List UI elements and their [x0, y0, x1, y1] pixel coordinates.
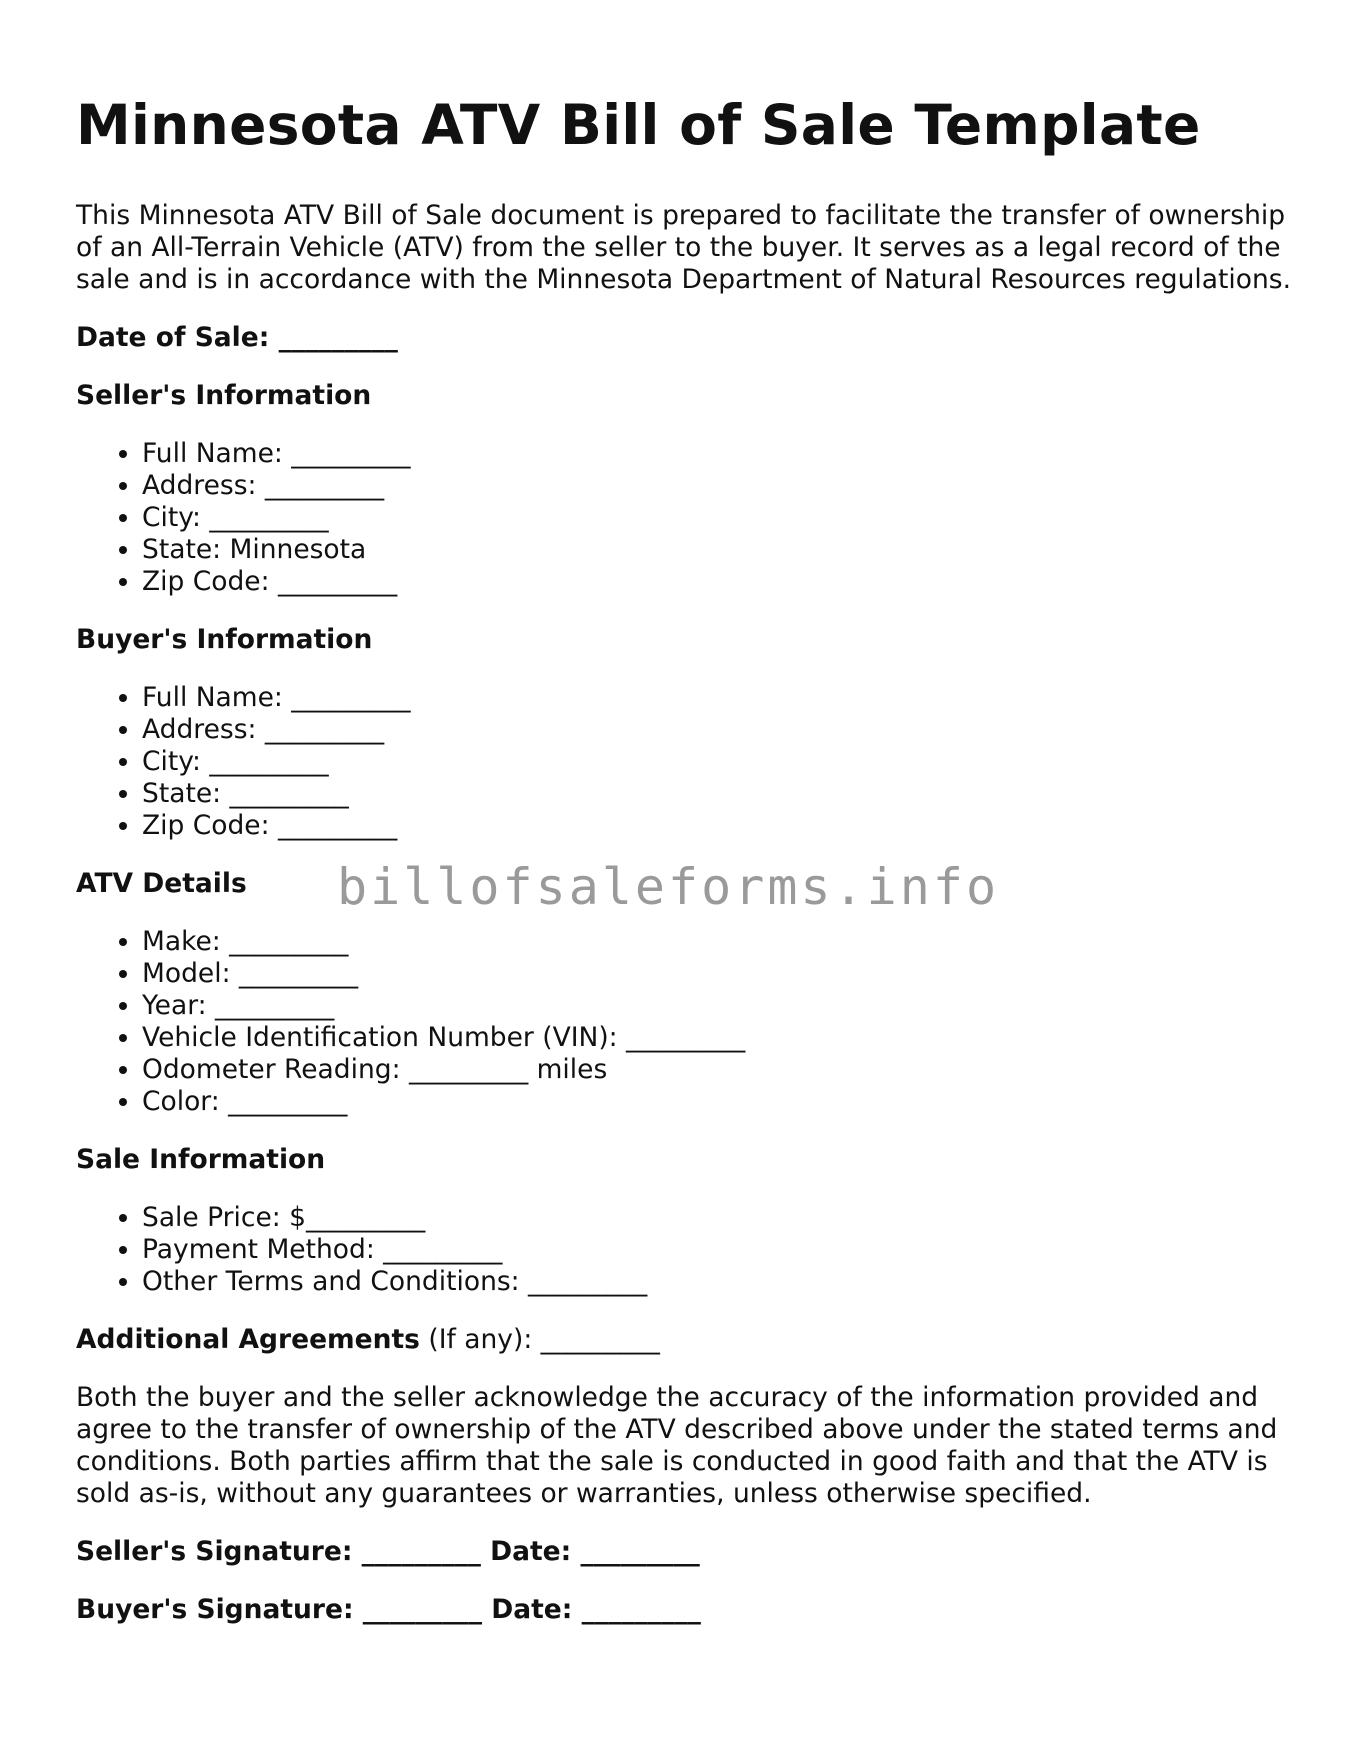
date-of-sale-label: Date of Sale:	[76, 322, 270, 353]
list-item: • State: Minnesota	[142, 534, 1306, 566]
atv-details-heading: ATV Details	[76, 868, 247, 899]
list-item: • Sale Price: $_________	[142, 1202, 1306, 1234]
list-item: • Year: _________	[142, 990, 1306, 1022]
list-item: • State: _________	[142, 778, 1306, 810]
date-of-sale-blank: _________	[278, 322, 398, 353]
intro-paragraph: This Minnesota ATV Bill of Sale document is prepared to facilitate the transfer of ownership of an All-Terrain Vehicle (ATV) from the seller to the buyer. It serves as a legal record of the sale and is in accordance with the Minnesota Department of Natural Resources regulations.	[76, 200, 1292, 295]
buyer-signature-line: Buyer's Signature: _________ Date: _________	[76, 1594, 701, 1625]
sale-info-heading: Sale Information	[76, 1144, 326, 1175]
list-item: • Zip Code: _________	[142, 566, 1306, 598]
acknowledgement-paragraph: Both the buyer and the seller acknowledge the accuracy of the information provided and agree to the transfer of ownership of the ATV described above under the stated terms and conditions. Both parties affirm that the sale is conducted in good faith and that the ATV is sold as-is, without any guarantees or warranties, unless otherwise specified.	[76, 1382, 1278, 1509]
date-of-sale-field	[76, 322, 1306, 354]
list-item: • Payment Method: _________	[142, 1234, 1306, 1266]
list-item: • Address: _________	[142, 470, 1306, 502]
list-item: • Odometer Reading: _________ miles	[142, 1054, 1306, 1086]
list-item: • Make: _________	[142, 926, 1306, 958]
list-item: • Address: _________	[142, 714, 1306, 746]
list-item: • City: _________	[142, 502, 1306, 534]
list-item: • Zip Code: _________	[142, 810, 1306, 842]
list-item: • Model: _________	[142, 958, 1306, 990]
buyer-heading: Buyer's Information	[76, 624, 373, 655]
seller-signature-line: Seller's Signature: _________ Date: _________	[76, 1536, 700, 1567]
buyer-info-list	[76, 682, 1306, 842]
sale-info-list	[76, 1202, 1306, 1298]
list-item: • Other Terms and Conditions: _________	[142, 1266, 1306, 1298]
watermark: billofsaleforms.info	[337, 858, 1000, 916]
list-item: • Full Name: _________	[142, 438, 1306, 470]
atv-details-list	[76, 926, 1306, 1118]
list-item: • Color: _________	[142, 1086, 1306, 1118]
additional-agreements-label: Additional Agreements	[76, 1324, 420, 1355]
list-item: • City: _________	[142, 746, 1306, 778]
additional-agreements-field	[76, 1324, 1306, 1356]
seller-heading: Seller's Information	[76, 380, 372, 411]
page-title: Minnesota ATV Bill of Sale Template	[76, 93, 1201, 157]
list-item: • Vehicle Identification Number (VIN): _________	[142, 1022, 1306, 1054]
document-page	[76, 0, 1306, 1626]
seller-info-list	[76, 438, 1306, 598]
additional-agreements-suffix: (If any): _________	[419, 1324, 660, 1355]
list-item: • Full Name: _________	[142, 682, 1306, 714]
